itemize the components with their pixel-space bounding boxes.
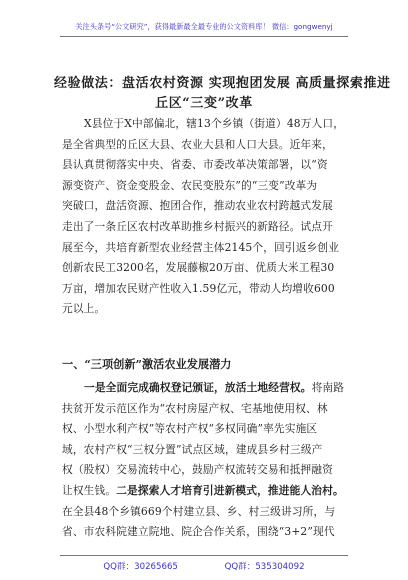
- paragraph-line: [62, 378, 350, 399]
- paragraph-line: 在全县48个乡镇669个村建立县、乡、村三级讲习所，与: [62, 504, 336, 518]
- paragraph-line: 展至今，共培育新型农业经营主体2145个，回引返乡创业: [62, 240, 340, 254]
- paragraph-line: 权、小型水利产权”等农村产权“多权同确”率先实施区: [62, 422, 318, 436]
- paragraph-line: 元以上。: [62, 302, 106, 316]
- document-title-line-1: 经验做法：盘活农村资源 实现抱团发展 高质量探索推进: [54, 76, 391, 91]
- intro-paragraph: [62, 114, 350, 320]
- paragraph-line: 是全省典型的丘区大县、农业大县和人口大县。近年来，: [62, 137, 333, 151]
- footer-divider: [60, 555, 348, 556]
- paragraph-line: 域，农村产权“三权分置”试点区域，建成县乡村三级产: [62, 442, 323, 456]
- paragraph-line: 走出了一条丘区农村改革助推乡村振兴的新路径。试点开: [62, 219, 333, 233]
- header-banner: 关注头条号“公文研究”，获得最新最全最专业的公文资料库！ 微信：gongwenyj: [75, 22, 333, 31]
- paragraph-line: 县认真贯彻落实中央、省委、市委改革决策部署，以“资: [62, 158, 328, 172]
- header-divider: [60, 36, 348, 37]
- paragraph-line: [62, 481, 350, 502]
- paragraph-line: 权（股权）交易流转中心，鼓励产权流转交易和抵押融资: [62, 463, 333, 477]
- line-text: 将南路: [311, 381, 345, 394]
- footer-qq-group-2: QQ群：535304092: [224, 562, 305, 572]
- footer-qq-group-1: QQ群：30265665: [103, 562, 178, 572]
- document-title-line-2: 丘区“三变”改革: [155, 96, 253, 111]
- paragraph-line: 省、市农科院建立院地、院企合作关系，围绕“3+2”现代: [62, 525, 335, 539]
- footer: [0, 560, 408, 572]
- line-text: 让权生钱。: [62, 483, 117, 497]
- section-paragraph: [62, 378, 350, 543]
- bold-lead: 二是探索人才培育引进新模式，推进能人治村。: [116, 483, 344, 497]
- paragraph-line: 扶贫开发示范区作为“农村房屋产权、宅基地使用权、林: [62, 401, 328, 415]
- paragraph-line: X县位于X中部偏北，辖13个乡镇（街道）48万人口，: [84, 117, 345, 130]
- paragraph-line: 万亩，增加农民财产性收入1.59亿元，带动人均增收600: [62, 281, 335, 295]
- paragraph-line: 突破口，盘活资源、抱团合作，推动农业农村跨越式发展: [62, 199, 333, 213]
- bold-lead: 一是全面完成确权登记颁证，放活土地经营权。: [84, 381, 312, 394]
- paragraph-line: 源变资产、资金变股金、农民变股东”的“三变”改革为: [62, 178, 318, 192]
- paragraph-line: 创新农民工3200名，发展藤椒20万亩、优质大米工程30: [62, 261, 335, 275]
- section-heading-1: 一、“三项创新”激活农业发展潜力: [62, 357, 232, 371]
